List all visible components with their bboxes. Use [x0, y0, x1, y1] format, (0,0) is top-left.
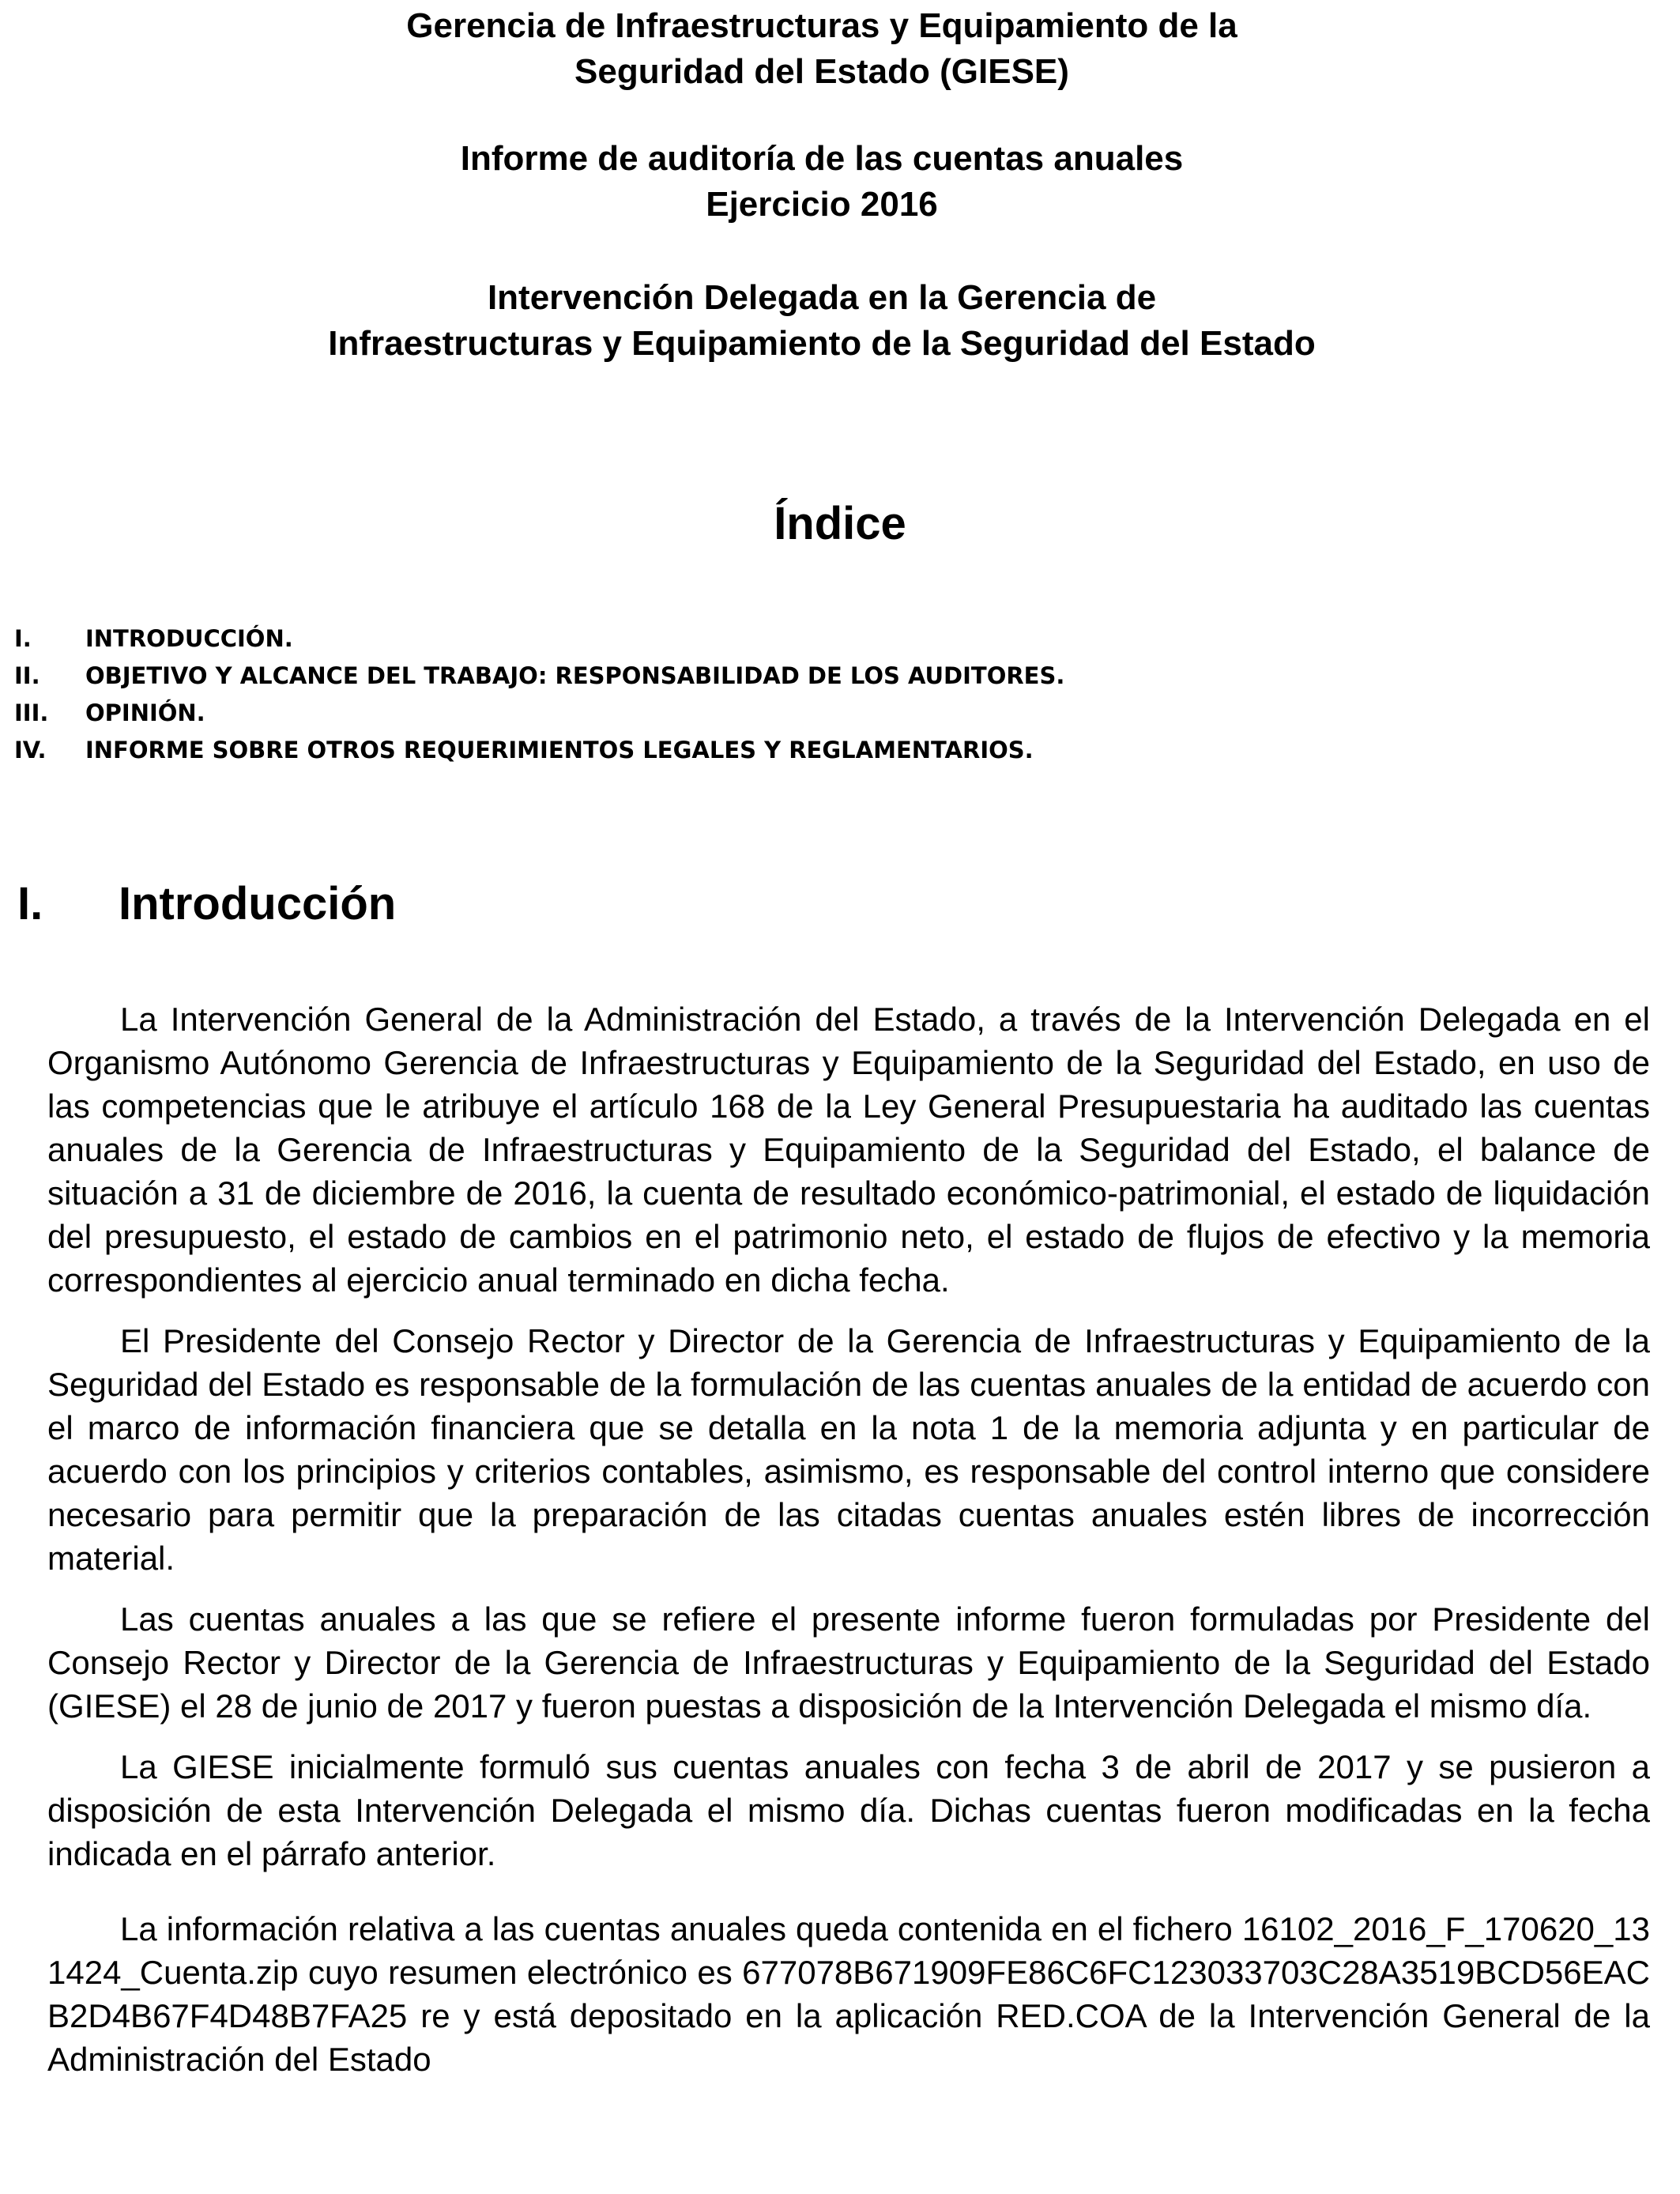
body-paragraph: El Presidente del Consejo Rector y Director de la Gerencia de Infraestructuras y Equipamiento de la Seguridad del Estado es responsable de la formulación de las cuentas anuales de la entidad de acuerdo con el marco de información financiera que se detalla en la nota 1 de la memoria adjunta y en particular de acuerdo con los principios y criterios contables, asimismo, es responsable del control interno que considere necesario para permitir que la preparación de las citadas cuentas anuales estén libres de incorrección material. — [47, 1322, 1650, 1577]
toc-item-number: II. — [14, 662, 40, 689]
toc-item-number: III. — [14, 699, 49, 726]
body-paragraph: Las cuentas anuales a las que se refiere el presente informe fueron formuladas por Presidente del Consejo Rector y Director de la Gerencia de Infraestructuras y Equipamiento de la Seguridad del Estado (GIESE) el 28 de junio de 2017 y fueron puestas a disposición de la Intervención Delegada el mismo día. — [47, 1600, 1650, 1725]
report-year-line: Ejercicio 2016 — [706, 185, 938, 224]
file-info-paragraph — [47, 1907, 1650, 2081]
toc-item-number: IV. — [14, 737, 47, 763]
section-heading — [17, 876, 396, 933]
toc-item-number: I. — [14, 625, 32, 652]
toc-item — [14, 732, 1358, 769]
toc-item — [14, 658, 1358, 695]
report-title — [126, 136, 1517, 228]
toc-item-label: INTRODUCCIÓN. — [85, 625, 293, 652]
organization-title-line: Seguridad del Estado (GIESE) — [574, 52, 1069, 91]
toc-item-label: OBJETIVO Y ALCANCE DEL TRABAJO: RESPONSABILIDAD DE LOS AUDITORES. — [85, 662, 1065, 689]
toc-item-label: OPINIÓN. — [85, 699, 205, 726]
department-title-line: Intervención Delegada en la Gerencia de — [487, 278, 1157, 317]
file-info-tail: re y está depositado en la aplicación RED.COA de la Intervención General de la Administración del Estado — [47, 1997, 1650, 2078]
section-number: I. — [17, 878, 43, 929]
department-title — [126, 275, 1517, 367]
section-body — [47, 997, 1650, 2081]
file-name: 16102_2016_F_170620_131424_Cuenta.zip — [47, 1910, 1650, 1991]
toc-item-label: INFORME SOBRE OTROS REQUERIMIENTOS LEGALES Y REGLAMENTARIOS. — [85, 737, 1034, 763]
index-heading: Índice — [774, 498, 906, 549]
toc-item — [14, 620, 1358, 658]
organization-title-line: Gerencia de Infraestructuras y Equipamiento de la — [406, 6, 1237, 45]
body-paragraph: La Intervención General de la Administración del Estado, a través de la Intervención Delegada en el Organismo Autónomo Gerencia de Infraestructuras y Equipamiento de la Seguridad del Estado, en uso de las competencias que le atribuye el artículo 168 de la Ley General Presupuestaria ha auditado las cuentas anuales de la Gerencia de Infraestructuras y Equipamiento de la Seguridad del Estado, el balance de situación a 31 de diciembre de 2016, la cuenta de resultado económico-patrimonial, el estado de liquidación del presupuesto, el estado de cambios en el patrimonio neto, el estado de flujos de efectivo y la memoria correspondientes al ejercicio anual terminado en dicha fecha. — [47, 1001, 1650, 1299]
organization-title — [126, 3, 1517, 95]
body-paragraph: La GIESE inicialmente formuló sus cuentas anuales con fecha 3 de abril de 2017 y se pusieron a disposición de esta Intervención Delegada el mismo día. Dichas cuentas fueron modificadas en la fecha indicada en el párrafo anterior. — [47, 1748, 1650, 1872]
file-hash: 677078B671909FE86C6FC123033703C28A3519BCD56EACB2D4B67F4D48B7FA25 — [47, 1954, 1650, 2034]
report-title-line: Informe de auditoría de las cuentas anuales — [460, 139, 1184, 178]
department-title-line: Infraestructuras y Equipamiento de la Seguridad del Estado — [328, 324, 1316, 363]
file-info-middle: cuyo resumen electrónico es — [307, 1954, 733, 1991]
file-info-lead: La información relativa a las cuentas anuales queda contenida en el fichero — [120, 1910, 1233, 1947]
toc-item — [14, 695, 1358, 732]
table-of-contents — [14, 620, 1358, 769]
section-title: Introducción — [119, 878, 397, 929]
